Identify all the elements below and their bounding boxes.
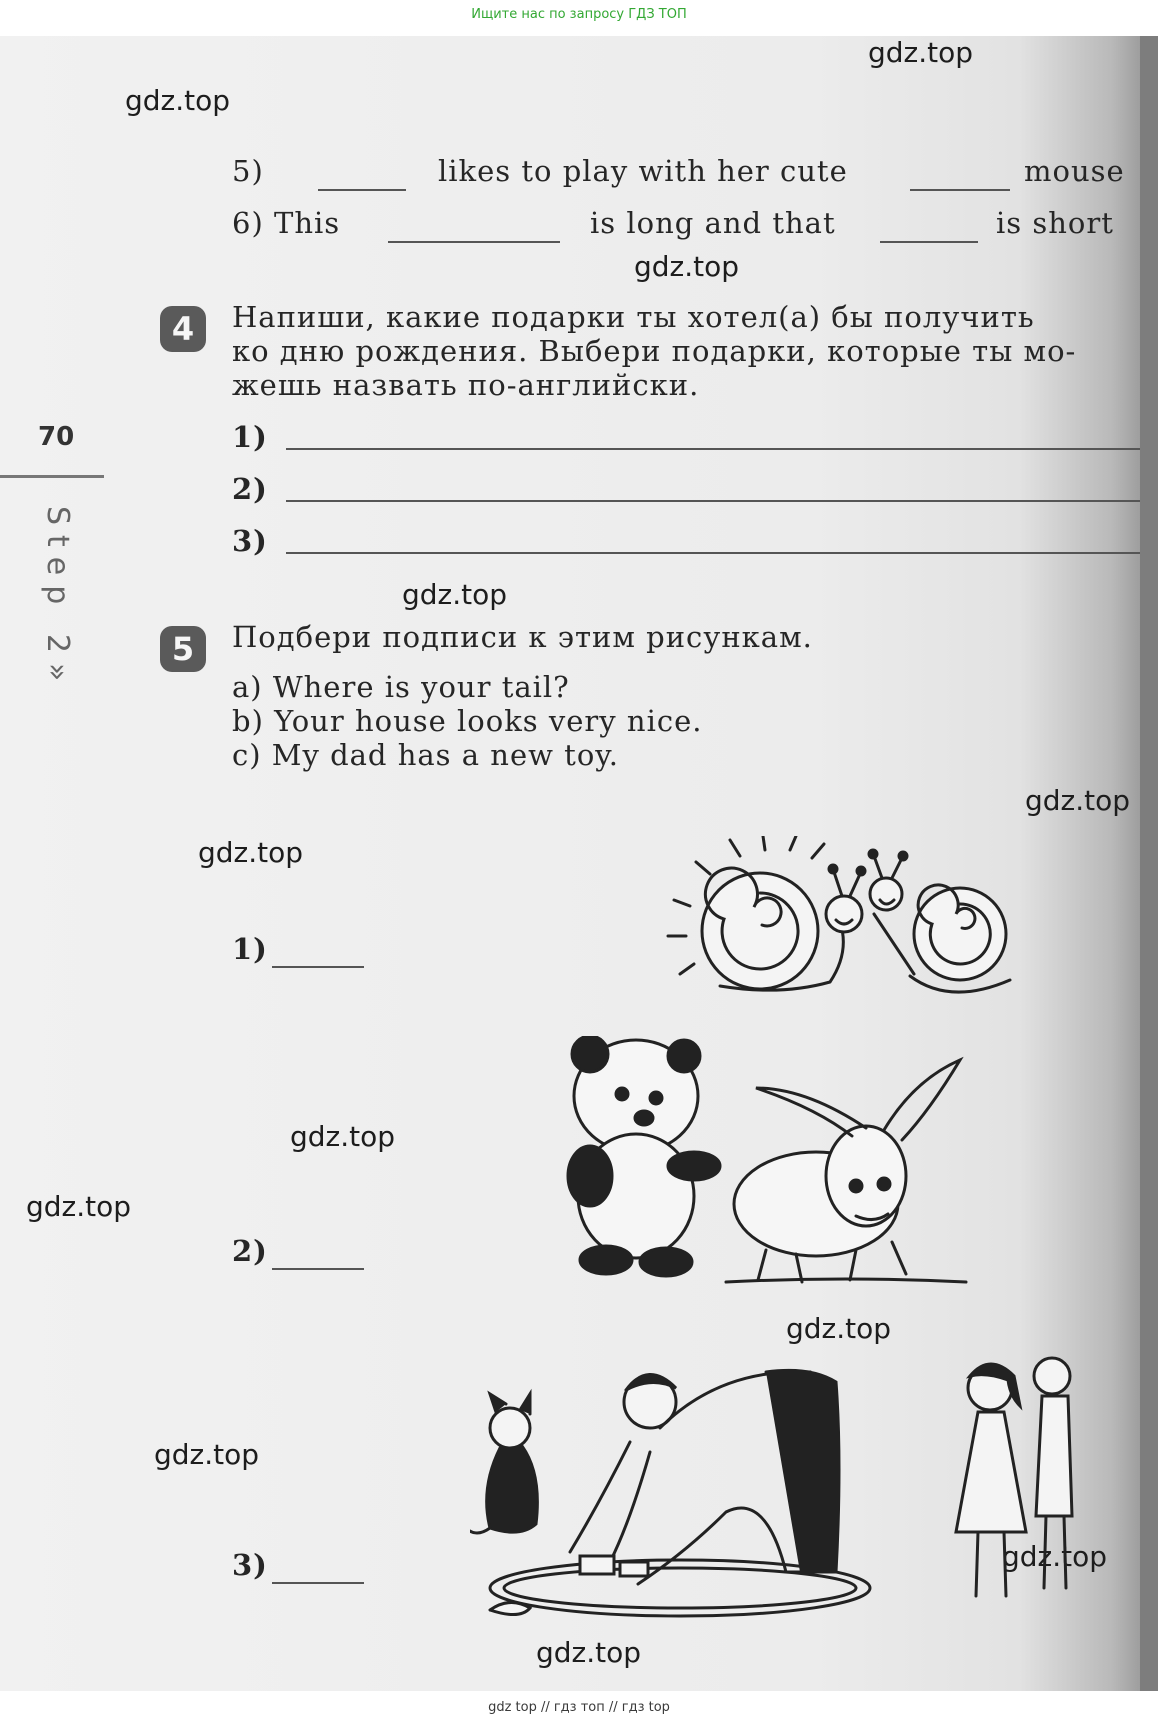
watermark: gdz.top (154, 1438, 260, 1471)
ex5-answer-2-blank[interactable] (272, 1268, 364, 1270)
exercise-4-badge: 4 (160, 306, 206, 352)
watermark: gdz.top (125, 84, 231, 117)
ex5-answer-1-blank[interactable] (272, 966, 364, 968)
watermark: gdz.top (402, 578, 508, 611)
ex4-answer-1-label: 1) (232, 420, 268, 454)
page-edge-shadow (1140, 36, 1158, 1691)
top-search-note: Ищите нас по запросу ГДЗ ТОП (471, 7, 687, 22)
ex5-answer-2-label: 2) (232, 1234, 268, 1268)
watermark: gdz.top (1025, 784, 1131, 817)
dad-toy-train-illustration (470, 1332, 1090, 1632)
bear-and-donkey-illustration (566, 1036, 986, 1296)
exercise-5-badge: 5 (160, 626, 206, 672)
ex5-caption-c: c) My dad has a new toy. (232, 738, 620, 772)
watermark: gdz.top (536, 1636, 642, 1669)
ex4-answer-2-blank[interactable] (286, 500, 1146, 502)
ex5-caption-b: b) Your house looks very nice. (232, 704, 703, 738)
ex4-instruction-line-1: Напиши, какие подарки ты хотел(а) бы получить (232, 300, 1035, 334)
ex4-instruction-line-3: жешь назвать по-английски. (232, 368, 700, 402)
ex3-line6-blank-2 (880, 241, 978, 243)
ex3-line6-blank-1 (388, 241, 560, 243)
ex3-line5-number: 5) (232, 154, 264, 188)
ex3-line6-end: is short (996, 206, 1114, 240)
watermark: gdz.top (868, 36, 974, 69)
ex4-answer-2-label: 2) (232, 472, 268, 506)
ex4-answer-1-blank[interactable] (286, 448, 1146, 450)
ex4-answer-3-blank[interactable] (286, 552, 1146, 554)
ex4-instruction-line-2: ко дню рождения. Выбери подарки, которые ты мо- (232, 334, 1077, 368)
snails-illustration (660, 836, 1030, 1026)
watermark: gdz.top (634, 250, 740, 283)
ex3-line6-text: is long and that (590, 206, 836, 240)
ex3-line6-number: 6) This (232, 206, 341, 240)
page-number: 70 (38, 422, 75, 452)
watermark: gdz.top (198, 836, 304, 869)
ex3-line5-end: mouse (1024, 154, 1125, 188)
ex5-answer-1-label: 1) (232, 932, 268, 966)
watermark: gdz.top (1002, 1540, 1108, 1573)
watermark: gdz.top (786, 1312, 892, 1345)
workbook-page (0, 36, 1158, 1691)
side-step-label: Step 2» (40, 506, 75, 692)
ex4-answer-3-label: 3) (232, 524, 268, 558)
ex5-answer-3-blank[interactable] (272, 1582, 364, 1584)
page-number-rule (0, 475, 104, 478)
ex3-line5-blank-1 (318, 189, 406, 191)
ex5-answer-3-label: 3) (232, 1548, 268, 1582)
ex5-instruction: Подбери подписи к этим рисункам. (232, 620, 813, 654)
watermark: gdz.top (290, 1120, 396, 1153)
ex3-line5-text: likes to play with her cute (438, 154, 848, 188)
ex5-caption-a: a) Where is your tail? (232, 670, 570, 704)
ex3-line5-blank-2 (910, 189, 1010, 191)
bottom-footer-note: gdz top // гдз топ // гдз top (488, 1700, 670, 1715)
watermark: gdz.top (26, 1190, 132, 1223)
